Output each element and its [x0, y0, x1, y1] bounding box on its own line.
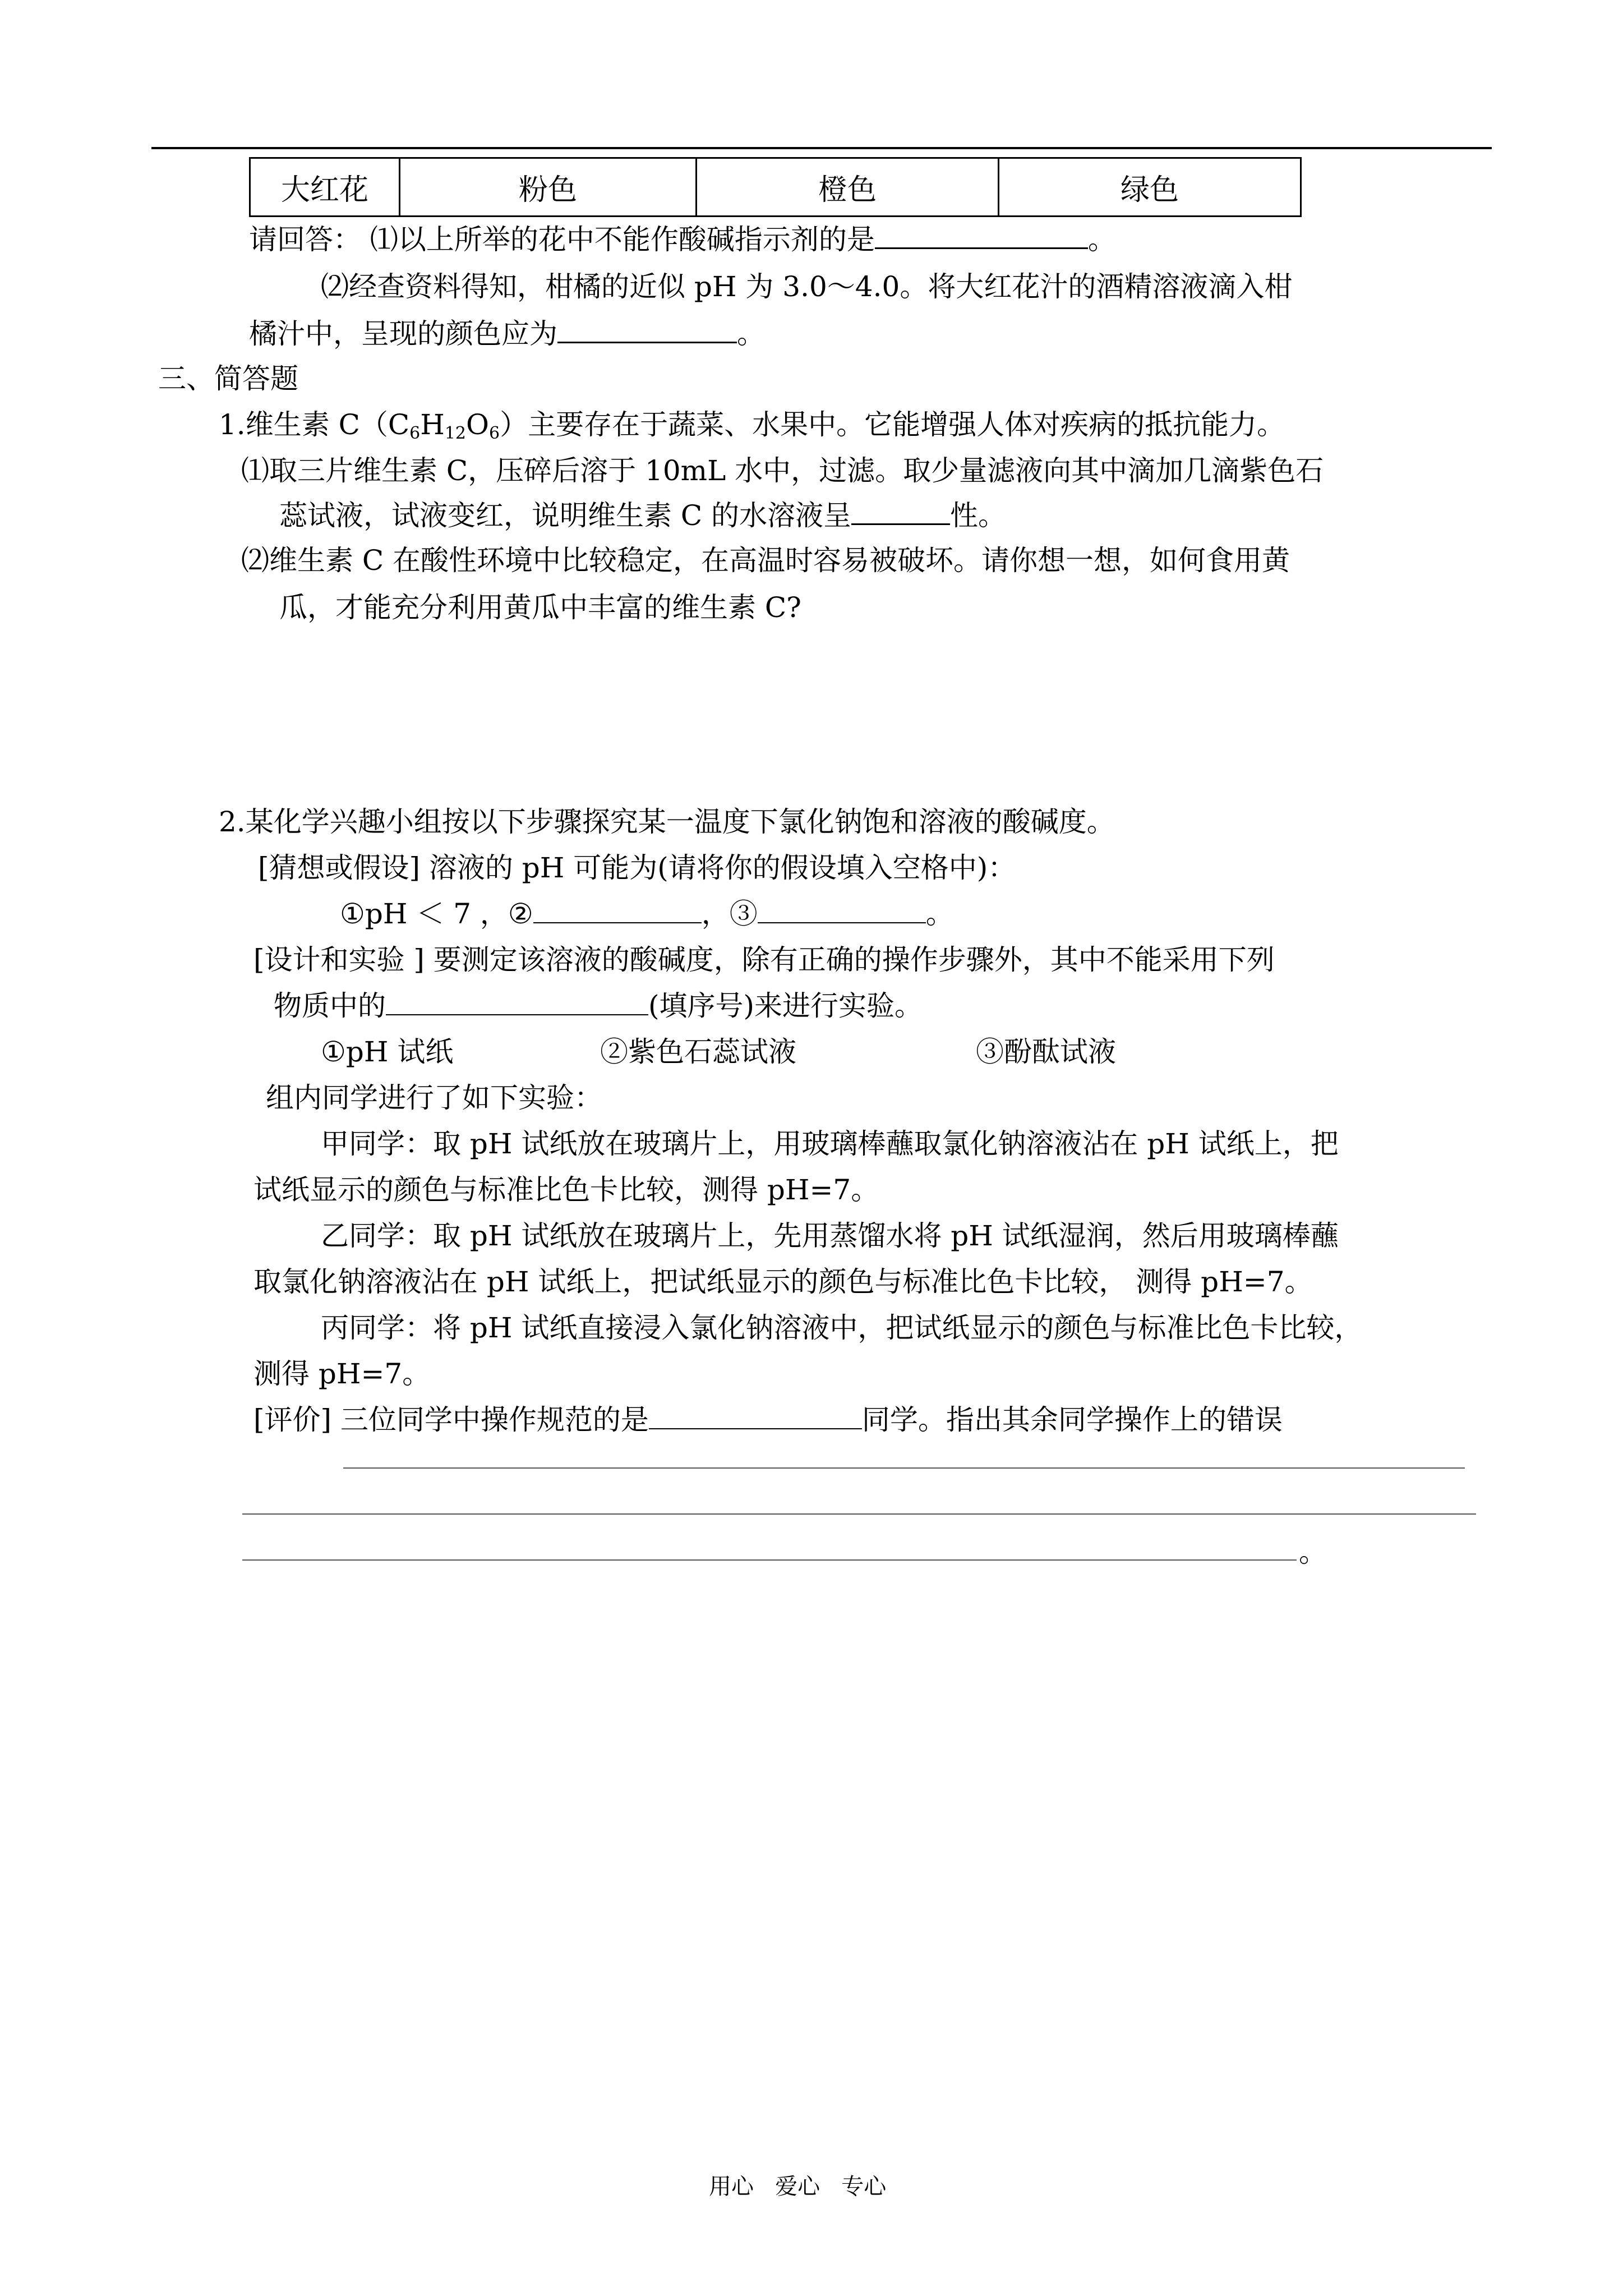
question-text: 蕊试液，试液变红，说明维生素 C 的水溶液呈 性。: [279, 499, 1007, 532]
question-text: 乙同学：取 pH 试纸放在玻璃片上，先用蒸馏水将 pH 试纸湿润，然后用玻璃棒蘸: [321, 1220, 1339, 1252]
section-heading: 三、简答题: [158, 362, 298, 395]
end-mark: 。: [1299, 1536, 1327, 1568]
answer-blank[interactable]: [649, 1424, 862, 1429]
answer-blank[interactable]: [875, 243, 1088, 249]
page-footer: 用心 爱心 专心: [709, 2174, 887, 2200]
question-text: 瓜，才能充分利用黄瓜中丰富的维生素 C?: [279, 591, 801, 624]
question-text: ①pH ＜ 7 ，② ，③ 。: [340, 898, 954, 930]
answer-blank[interactable]: [557, 337, 737, 343]
question-text: ⑵维生素 C 在酸性环境中比较稳定，在高温时容易被破坏。请你想一想，如何食用黄: [241, 544, 1290, 577]
question-text: [猜想或假设] 溶液的 pH 可能为(请将你的假设填入空格中)：: [258, 852, 1016, 884]
question-text: [设计和实验 ] 要测定该溶液的酸碱度，除有正确的操作步骤外，其中不能采用下列: [253, 944, 1275, 976]
question-text: 测得 pH=7。: [253, 1358, 431, 1390]
table-cell-color-1: 粉色: [400, 158, 697, 217]
answer-line[interactable]: [242, 1559, 1297, 1561]
answer-blank[interactable]: [851, 519, 950, 525]
question-text: 取氯化钠溶液沾在 pH 试纸上，把试纸显示的颜色与标准比色卡比较， 测得 pH=7。: [253, 1266, 1313, 1298]
answer-blank[interactable]: [533, 918, 702, 923]
answer-blank[interactable]: [758, 918, 926, 923]
answer-line[interactable]: [242, 1513, 1476, 1515]
question-2-intro: 2.某化学兴趣小组按以下步骤探究某一温度下氯化钠饱和溶液的酸碱度。: [219, 806, 1115, 838]
material-option: ①pH 试纸: [321, 1036, 454, 1068]
table-cell-color-3: 绿色: [999, 158, 1301, 217]
answer-blank[interactable]: [386, 1010, 648, 1015]
table-cell-flower: 大红花: [250, 158, 400, 217]
question-1-intro: 1.维生素 $C(C_6H_{12}O_6)$主要存在于蔬菜、水果中。它能增强人体对疾病的抵抗能力。: [219, 408, 1285, 443]
question-text: ⑵经查资料得知，柑橘的近似 pH 为 3.0～4.0。将大红花汁的酒精溶液滴入柑: [321, 270, 1293, 303]
flower-color-table: [249, 157, 1302, 217]
answer-line[interactable]: [343, 1467, 1465, 1469]
table-cell-color-2: 橙色: [697, 158, 999, 217]
question-text: 橘汁中，呈现的颜色应为 。: [249, 318, 765, 350]
question-text: ⑴取三片维生素 C，压碎后溶于 10mL 水中，过滤。取少量滤液向其中滴加几滴紫色石: [241, 454, 1324, 487]
question-text: 物质中的 (填序号)来进行实验。: [274, 990, 923, 1022]
material-option: ②紫色石蕊试液: [600, 1036, 796, 1068]
question-text: 试纸显示的颜色与标准比色卡比较，测得 pH=7。: [253, 1174, 879, 1206]
question-text: 甲同学：取 pH 试纸放在玻璃片上，用玻璃棒蘸取氯化钠溶液沾在 pH 试纸上，把: [321, 1128, 1339, 1160]
material-option: ③酚酞试液: [976, 1036, 1116, 1068]
question-text: [评价] 三位同学中操作规范的是 同学。指出其余同学操作上的错误: [253, 1404, 1283, 1436]
question-text: 组内同学进行了如下实验：: [266, 1082, 602, 1114]
header-rule: [151, 147, 1492, 149]
question-text: 请回答： ⑴以上所举的花中不能作酸碱指示剂的是 。: [249, 223, 1116, 256]
question-text: 丙同学：将 pH 试纸直接浸入氯化钠溶液中，把试纸显示的颜色与标准比色卡比较，: [321, 1312, 1363, 1344]
table-row: [250, 158, 1301, 217]
